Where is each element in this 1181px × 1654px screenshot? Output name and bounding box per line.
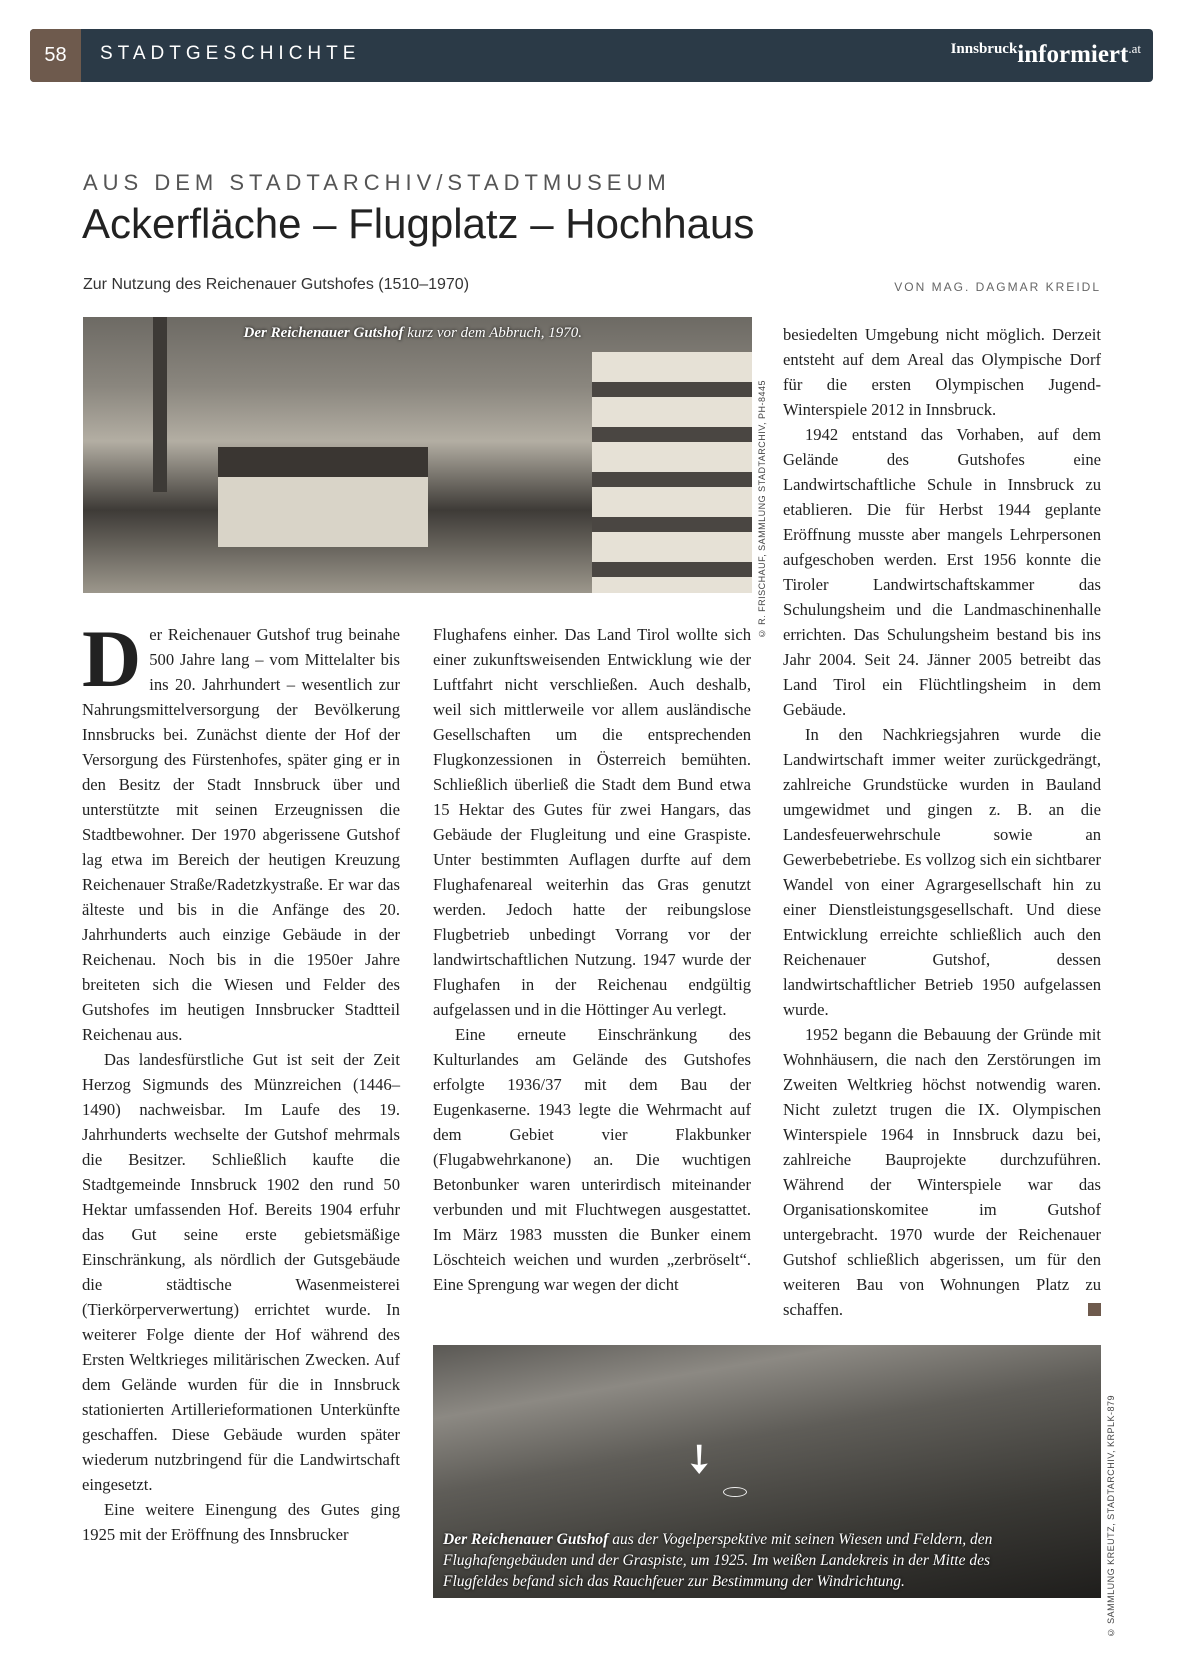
paragraph: 1952 begann die Bebauung der Gründe mit Wohnhäusern, die nach den Zerstörungen im Zweiten Weltkrieg höchst notwendig waren. Nicht zuletzt trugen die IX. Olympischen Winterspiele 1964 in Innsbruck dazu bei, zahlreiche Bauprojekte durchzuführen. Während der Winterspiele war das Organisationskomitee im Gutshof untergebracht. 1970 wurde der Reichenauer Gutshof schließlich abgerissen, um für den weiteren Bau von Wohnungen Platz zu schaffen. <box>783 1025 1101 1319</box>
paragraph: 1942 entstand das Vorhaben, auf dem Gelände des Gutshofes eine Landwirtschaftliche Schule in Innsbruck zu etablieren. Die für Herbst 1944 geplante Eröffnung musste aber mangels Lehrpersonen aufgeschoben werden. Erst 1956 konnte die Tiroler Landwirtschaftskammer das Schulungsheim und die Landmaschinenhalle errichten. Das Schulungsheim bestand bis ins Jahr 2004. Seit 24. Jänner 2005 betreibt das Land Tirol ein Flüchtlingsheim in dem Gebäude. <box>783 425 1101 719</box>
logo-suffix: .at <box>1128 41 1141 56</box>
column-2 <box>433 622 751 1297</box>
article-kicker: AUS DEM STADTARCHIV/STADTMUSEUM <box>83 170 671 195</box>
paragraph: besiedelten Umgebung nicht möglich. Derzeit entsteht auf dem Areal das Olympische Dorf für die ersten Olympischen Jugend-Winterspiele 2012 in Innsbruck. <box>783 325 1101 419</box>
paragraph: Flughafens einher. Das Land Tirol wollte sich einer zukunftsweisenden Entwicklung wie der Luftfahrt nicht verschließen. Auch deshalb, weil sich mittlerweile vor allem ausländische Gesellschaften um die entsprechenden Flugkonzessionen in Österreich bemühten. Schließlich überließ die Stadt dem Bund etwa 15 Hektar des Gutes für zwei Hangars, das Gebäude der Flugleitung und eine Graspiste. Unter bestimmten Auflagen durfte auf dem Flughafenareal weiterhin das Gras genutzt werden. Jedoch hatte der reibungslose Flugbetrieb unbedingt Vorrang vor der landwirtschaftlichen Nutzung. 1947 wurde der Flughafen in der Reichenau endgültig aufgelassen und in die Höttinger Au verlegt. <box>433 625 751 1019</box>
landing-circle <box>723 1487 747 1497</box>
paragraph: In den Nachkriegsjahren wurde die Landwirtschaft immer weiter zurückgedrängt, zahlreiche Grundstücke wurden in Bauland umgewidmet und gingen z. B. an die Landesfeuerwehrschule sowie an Gewerbebetriebe. Es vollzog sich ein sichtbarer Wandel von einer Agrargesellschaft hin zu einer Dienstleistungsgesellschaft. Und diese Entwicklung erreichte schließlich auch den Reichenauer Gutshof, dessen landwirtschaftlicher Betrieb 1950 aufgelassen wurde. <box>783 725 1101 1019</box>
caption-text: aus der Vogelperspektive mit seinen Wiesen und Feldern, den Flughafengebäuden und der Graspiste, um 1925. Im weißen Landekreis in der Mitte des Flugfeldes befand sich das Rauchfeuer zur Bestimmung der Windrichtung. <box>443 1531 993 1590</box>
photo-caption <box>443 1529 1041 1592</box>
article-title: Ackerfläche – Flugplatz – Hochhaus <box>82 200 755 247</box>
end-mark <box>1088 1303 1101 1316</box>
paragraph: Der Reichenauer Gutshof trug beinahe 500 Jahre lang – vom Mittelalter bis ins 20. Jahrhundert – wesentlich zur Nahrungsmittelversorgung der Bevölkerung Innsbrucks bei. Zunächst diente der Hof der Versorgung des Fürstenhofes, später ging er in den Besitz der Stadt Innsbruck über und unterstützte mit seinen Erzeugnissen die Stadtbewohner. Der 1970 abgerissene Gutshof lag etwa im Bereich der heutigen Kreuzung Reichenauer Straße/Radetzkystraße. Er war das älteste und bis in die Anfänge des 20. Jahrhunderts auch einzige Gebäude in der Reichenau. Noch bis in die 1950er Jahre breiteten sich die Wiesen und Felder des Gutshofes im heutigen Innsbrucker Stadtteil Reichenau aus. <box>82 613 400 1044</box>
column-3 <box>783 322 1101 1322</box>
apartment-block-shape <box>592 352 752 593</box>
article-subtitle: Zur Nutzung des Reichenauer Gutshofes (1510–1970) <box>83 276 470 293</box>
logo-big: informiert <box>1017 41 1129 68</box>
column-1 <box>82 613 400 1547</box>
chimney-shape <box>153 317 167 492</box>
page-header <box>30 29 1153 82</box>
page-number: 58 <box>30 29 81 82</box>
photo-gutshof-1970 <box>83 317 752 593</box>
article-author: VON MAG. DAGMAR KREIDL <box>894 280 1101 294</box>
caption-text: kurz vor dem Abbruch, 1970. <box>403 325 582 341</box>
section-title: STADTGESCHICHTE <box>100 43 361 64</box>
photo-credit: © SAMMLUNG KREUTZ, STADTARCHIV, KRPLK-879 <box>1106 1395 1116 1638</box>
paragraph: Eine erneute Einschränkung des Kulturlandes am Gelände des Gutshofes erfolgte 1936/37 mit dem Bau der Eugenkaserne. 1943 legte die Wehrmacht auf dem Gebiet vier Flakbunker (Flugabwehrkanone) an. Die wuchtigen Betonbunker waren unterirdisch miteinander verbunden und mit Fluchtwegen ausgestattet. Im März 1983 mussten die Bunker einem Löschteich weichen und wurden „zerbröselt“. Eine Sprengung war wegen der dicht <box>433 1025 751 1294</box>
caption-bold: Der Reichenauer Gutshof <box>243 325 404 341</box>
drop-cap: D <box>82 613 142 704</box>
paragraph: Das landesfürstliche Gut ist seit der Zeit Herzog Sigmunds des Münzreichen (1446–1490) nachweisbar. Im Laufe des 19. Jahrhunderts wechselte der Gutshof mehrmals die Besitzer. Schließlich kaufte die Stadtgemeinde Innsbruck 1902 den rund 50 Hektar umfassenden Hof. Bereits 1904 erfuhr das Gut seine erste gebietsmäßige Einschränkung, als nördlich der Gutsgebäude die städtische Wasenmeisterei (Tierkörperverwertung) errichtet wurde. In weiterer Folge diente der Hof während des Ersten Weltkrieges militärischen Zwecken. Auf dem Gelände wurden für die in Innsbruck stationierten Artillerieformationen Unterkünfte geschaffen. Diese Gebäude wurden später wiederum nutzbringend für die Landwirtschaft eingesetzt. <box>82 1050 400 1494</box>
photo-caption <box>244 325 582 342</box>
photo-credit: © R. FRISCHAUF, SAMMLUNG STADTARCHIV, PH-8445 <box>757 380 767 639</box>
farmhouse-shape <box>218 447 428 547</box>
logo-small: Innsbruck <box>950 41 1018 57</box>
arrow-icon: ➘ <box>671 1430 728 1487</box>
caption-bold: Der Reichenauer Gutshof <box>443 1531 609 1548</box>
magazine-logo <box>951 41 1141 69</box>
paragraph: Eine weitere Einengung des Gutes ging 1925 mit der Eröffnung des Innsbrucker <box>82 1500 400 1544</box>
photo-aerial-1925 <box>433 1345 1101 1598</box>
